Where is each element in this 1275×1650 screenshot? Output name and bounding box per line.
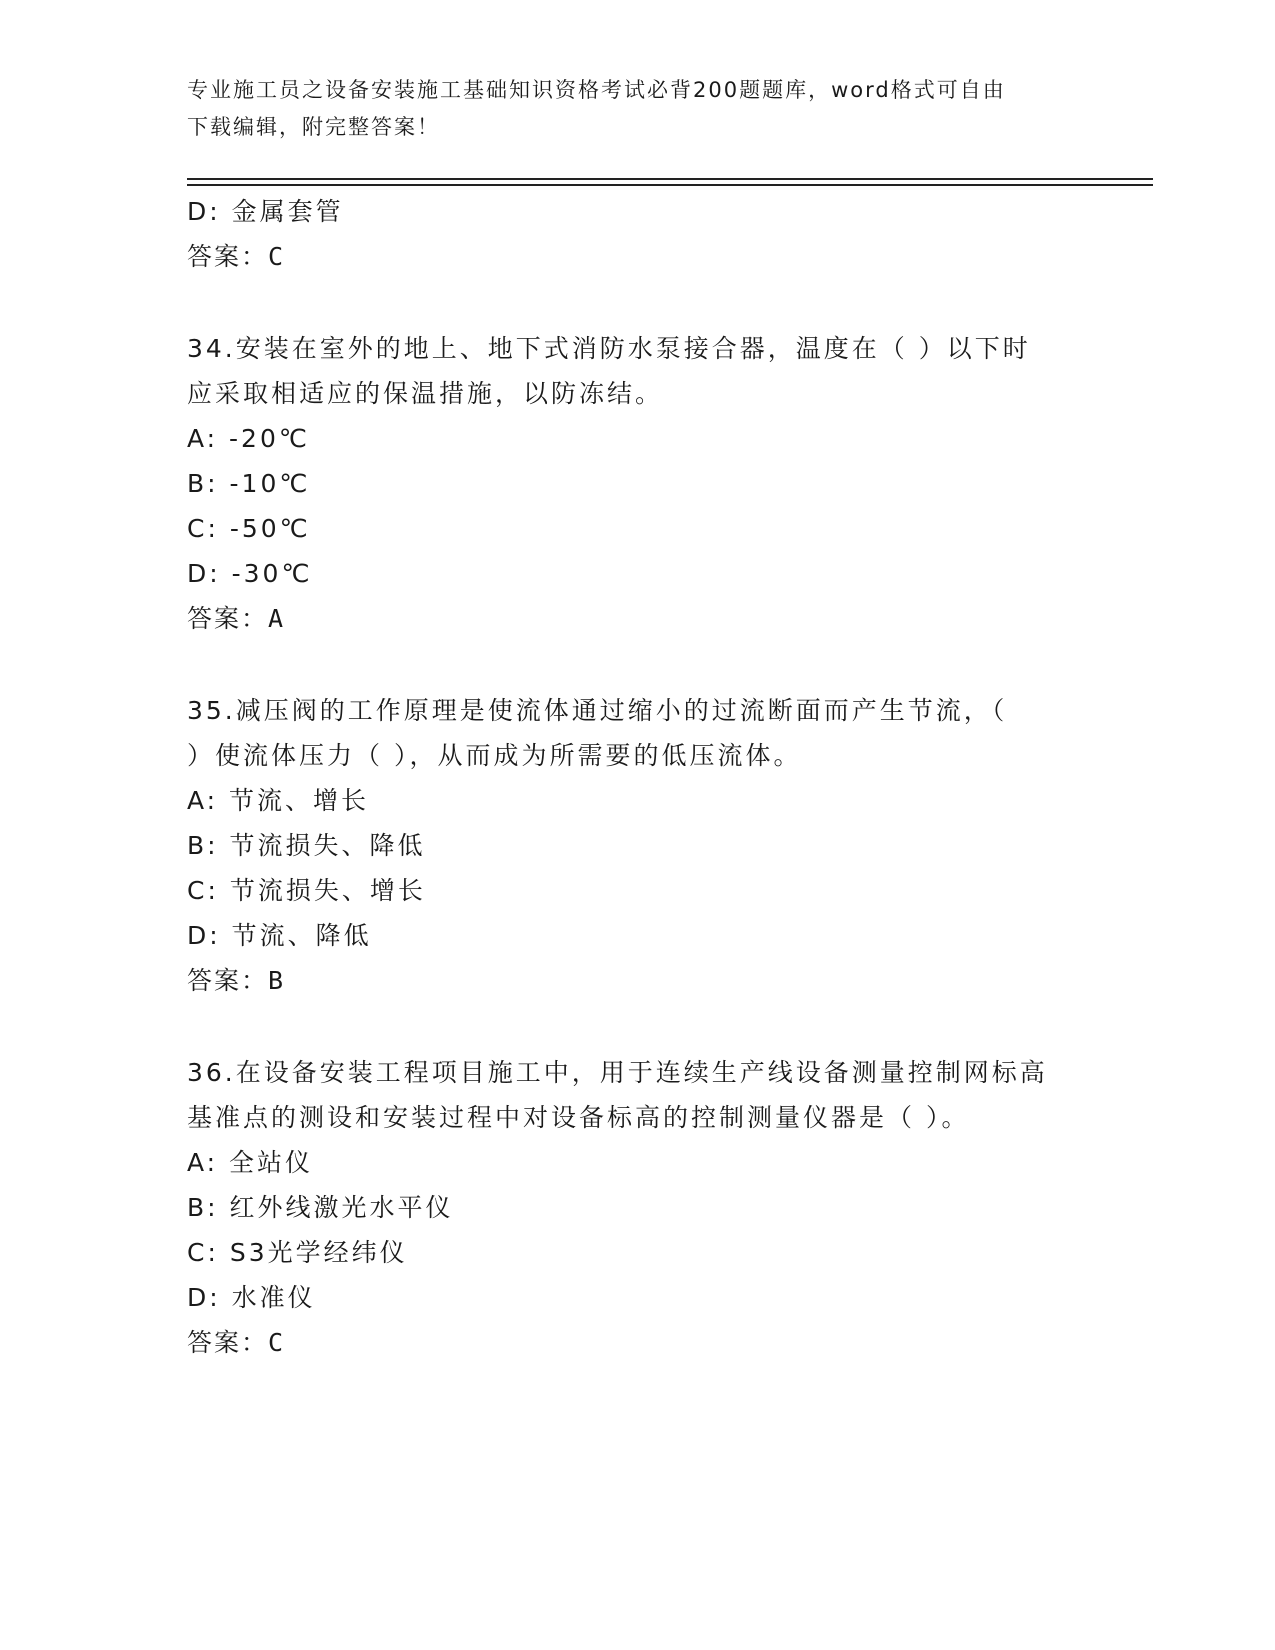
answer-line: 答案：A <box>187 604 286 633</box>
option-b: B: -10℃ <box>187 469 311 498</box>
question-35 <box>187 688 1087 1003</box>
answer-line: 答案：C <box>187 1328 286 1357</box>
header-divider-top <box>187 178 1153 180</box>
header-divider-bottom <box>187 184 1153 186</box>
option-d: D: 水准仪 <box>187 1283 316 1312</box>
header-line-2: 下载编辑，附完整答案！ <box>187 115 440 139</box>
question-stem-line: ）使流体压力（ ），从而成为所需要的低压流体。 <box>187 741 802 770</box>
option-a: A: 全站仪 <box>187 1148 314 1177</box>
option-c: C: 节流损失、增长 <box>187 876 426 905</box>
question-36 <box>187 1050 1087 1365</box>
question-stem-line: 36.在设备安装工程项目施工中，用于连续生产线设备测量控制网标高 <box>187 1058 1048 1087</box>
document-header <box>187 72 1067 146</box>
option-b: B: 节流损失、降低 <box>187 831 426 860</box>
option-b: B: 红外线激光水平仪 <box>187 1193 454 1222</box>
prev-answer: 答案：C <box>187 242 286 271</box>
answer-line: 答案：B <box>187 966 286 995</box>
prev-option-d: D: 金属套管 <box>187 197 344 226</box>
question-spacer <box>187 641 1087 688</box>
option-d: D: -30℃ <box>187 559 313 588</box>
question-stem-line: 34.安装在室外的地上、地下式消防水泵接合器，温度在（ ）以下时 <box>187 334 1031 363</box>
document-body <box>187 189 1087 1365</box>
question-stem-line: 35.减压阀的工作原理是使流体通过缩小的过流断面而产生节流，（ <box>187 696 1008 725</box>
question-stem-line: 基准点的测设和安装过程中对设备标高的控制测量仪器是（ ）。 <box>187 1103 970 1132</box>
question-spacer <box>187 1003 1087 1050</box>
option-c: C: S3光学经纬仪 <box>187 1238 408 1267</box>
option-a: A: 节流、增长 <box>187 786 370 815</box>
option-c: C: -50℃ <box>187 514 311 543</box>
option-d: D: 节流、降低 <box>187 921 372 950</box>
header-line-1: 专业施工员之设备安装施工基础知识资格考试必背200题题库，word格式可自由 <box>187 78 1006 102</box>
option-a: A: -20℃ <box>187 424 310 453</box>
question-stem-line: 应采取相适应的保温措施，以防冻结。 <box>187 379 664 408</box>
question-34 <box>187 326 1087 641</box>
question-spacer <box>187 279 1087 326</box>
